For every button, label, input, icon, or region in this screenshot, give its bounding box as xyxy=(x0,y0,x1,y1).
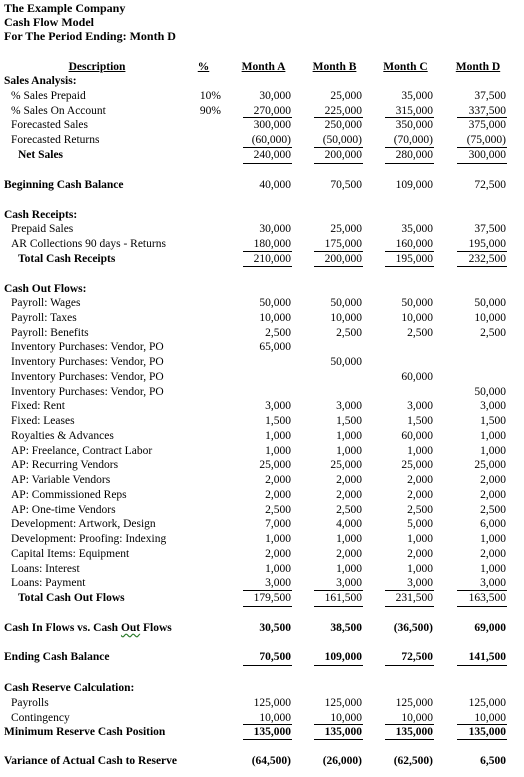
outflow-row-value: 25,000 xyxy=(259,459,291,472)
outflow-row-value: 2,000 xyxy=(407,474,433,486)
ending-balance-row xyxy=(0,650,524,664)
sales-row-value: 30,000 xyxy=(259,90,291,102)
rule-line xyxy=(385,251,434,252)
sales-row-label: Forecasted Returns xyxy=(11,134,100,147)
outflow-row-value: 2,000 xyxy=(480,488,506,501)
rule-line xyxy=(457,590,507,591)
outflow-row-value: 10,000 xyxy=(330,311,362,324)
outflow-row-value: 3,000 xyxy=(265,577,291,590)
outflow-row-value: 1,000 xyxy=(480,429,506,442)
outflow-row-label: Inventory Purchases: Vendor, PO xyxy=(11,385,164,398)
receipt-row-value: 30,000 xyxy=(259,223,291,235)
rule-line xyxy=(243,163,292,164)
rule-line xyxy=(243,147,292,148)
rule-line xyxy=(385,117,434,118)
outflow-row-value: 2,000 xyxy=(407,488,433,501)
reserve-row-value: 10,000 xyxy=(259,711,291,724)
ending-b: 109,000 xyxy=(324,651,362,663)
outflow-row-value: 1,500 xyxy=(265,415,291,427)
outflow-row-label: Payroll: Wages xyxy=(11,297,81,309)
outflow-row-value: 1,000 xyxy=(265,444,291,457)
outflow-row-label: Loans: Payment xyxy=(11,577,86,590)
outflow-row-value: 65,000 xyxy=(259,341,291,354)
receipts-title: Cash Receipts: xyxy=(4,209,78,221)
outflow-row xyxy=(0,473,524,487)
min-reserve-label: Minimum Reserve Cash Position xyxy=(4,726,166,738)
inout-a: 30,500 xyxy=(259,622,291,634)
rule-line xyxy=(243,665,292,666)
reserve-row-value: 10,000 xyxy=(401,711,433,724)
outflow-row-value: 2,500 xyxy=(336,326,362,339)
sales-row-value: (75,000) xyxy=(466,134,506,147)
rule-line xyxy=(243,266,292,267)
outflow-row-label: AP: One-time Vendors xyxy=(11,503,116,516)
rule-line xyxy=(314,251,363,252)
rule-line xyxy=(457,606,507,607)
period-title: For The Period Ending: Month D xyxy=(4,29,176,43)
rule-line xyxy=(314,266,363,267)
rule-line xyxy=(457,739,507,740)
outflow-row-value: 10,000 xyxy=(259,311,291,324)
company-name: The Example Company xyxy=(4,1,126,15)
sales-row xyxy=(0,89,524,103)
outflow-row xyxy=(0,385,524,399)
rule-line xyxy=(314,590,363,591)
section-title-receipts xyxy=(0,208,524,222)
outflow-row-value: 3,000 xyxy=(336,577,362,590)
outflow-row-value: 2,000 xyxy=(336,547,362,560)
total-outflows-label: Total Cash Out Flows xyxy=(18,592,125,604)
outflow-row-value: 1,000 xyxy=(336,533,362,545)
outflow-row-value: 60,000 xyxy=(401,429,433,442)
outflow-row-value: 1,000 xyxy=(265,533,291,545)
outflow-row-value: 1,000 xyxy=(336,562,362,575)
ending-d: 141,500 xyxy=(468,651,506,663)
outflows-title: Cash Out Flows: xyxy=(4,283,87,295)
outflow-row xyxy=(0,517,524,531)
net-sales-c: 280,000 xyxy=(395,149,433,161)
outflow-row-value: 2,500 xyxy=(407,503,433,516)
variance-d: 6,500 xyxy=(480,755,506,767)
outflow-row xyxy=(0,444,524,458)
outflow-row-label: Inventory Purchases: Vendor, PO xyxy=(11,370,164,383)
rule-line xyxy=(243,117,292,118)
col-pct: % xyxy=(197,61,210,73)
rule-line xyxy=(385,665,434,666)
model-title: Cash Flow Model xyxy=(4,15,94,29)
outflow-row-label: Fixed: Rent xyxy=(11,400,65,413)
inout-label-post: Flows xyxy=(140,622,172,634)
sales-row-value: 225,000 xyxy=(324,104,362,117)
outflow-row-label: Development: Artwork, Design xyxy=(11,518,156,531)
net-sales-label: Net Sales xyxy=(18,149,64,161)
variance-a: (64,500) xyxy=(251,755,291,767)
sales-row-value: 25,000 xyxy=(330,90,362,102)
receipt-row-value: 180,000 xyxy=(253,238,291,250)
inout-label-pre: Cash In Flows vs. Cash xyxy=(4,622,121,634)
ending-c: 72,500 xyxy=(401,651,433,663)
sales-title: Sales Analysis: xyxy=(4,75,77,87)
outflow-row xyxy=(0,532,524,546)
outflow-row-value: 10,000 xyxy=(401,311,433,324)
sales-row-value: 300,000 xyxy=(253,119,291,132)
reserve-row-value: 125,000 xyxy=(253,697,291,709)
outflow-row-value: 3,000 xyxy=(480,400,506,413)
sales-row-value: (70,000) xyxy=(393,134,433,147)
reserve-row xyxy=(0,711,524,725)
rule-line xyxy=(314,665,363,666)
outflow-row-value: 2,000 xyxy=(480,474,506,486)
outflow-row-value: 60,000 xyxy=(401,370,433,383)
outflow-row-value: 50,000 xyxy=(401,297,433,309)
outflow-row xyxy=(0,562,524,576)
outflow-row-value: 3,000 xyxy=(265,400,291,413)
beginning-b: 70,500 xyxy=(330,179,362,191)
rule-line xyxy=(314,117,363,118)
outflow-row-value: 2,500 xyxy=(480,326,506,339)
beginning-a: 40,000 xyxy=(259,179,291,191)
outflow-row-value: 2,500 xyxy=(407,326,433,339)
outflow-row-label: Royalties & Advances xyxy=(11,429,114,442)
rule-line xyxy=(314,147,363,148)
inout-b: 38,500 xyxy=(330,622,362,634)
outflow-row-value: 25,000 xyxy=(401,459,433,472)
outflow-row xyxy=(0,576,524,590)
rule-line xyxy=(457,117,507,118)
outflow-row-label: Payroll: Benefits xyxy=(11,326,89,339)
sales-row xyxy=(0,118,524,132)
reserve-row-label: Contingency xyxy=(11,711,70,724)
rule-line xyxy=(314,724,363,725)
outflow-row-label: Fixed: Leases xyxy=(11,415,75,427)
variance-row xyxy=(0,754,524,768)
net-sales-a: 240,000 xyxy=(253,149,291,161)
total-receipts-label: Total Cash Receipts xyxy=(18,253,116,265)
rule-line xyxy=(457,724,507,725)
rule-line xyxy=(385,590,434,591)
receipt-row-value: 37,500 xyxy=(474,223,506,235)
section-title-reserve xyxy=(0,681,524,695)
outflow-row xyxy=(0,414,524,428)
rule-line xyxy=(243,724,292,725)
outflow-row-value: 50,000 xyxy=(259,297,291,309)
outflow-row-value: 5,000 xyxy=(407,518,433,531)
reserve-row-value: 10,000 xyxy=(474,711,506,724)
outflow-row-label: AP: Commissioned Reps xyxy=(11,488,127,501)
outflow-row-value: 2,500 xyxy=(480,503,506,516)
outflow-row xyxy=(0,296,524,310)
outflow-row-value: 1,000 xyxy=(407,444,433,457)
total-outflows-c: 231,500 xyxy=(395,592,433,604)
total-outflows-b: 161,500 xyxy=(324,592,362,604)
rule-line xyxy=(457,251,507,252)
outflow-row xyxy=(0,458,524,472)
rule-line xyxy=(385,606,434,607)
outflow-row xyxy=(0,370,524,384)
outflow-row-value: 4,000 xyxy=(336,518,362,531)
rule-line xyxy=(457,147,507,148)
outflow-row-value: 1,500 xyxy=(407,415,433,427)
outflow-row-label: AP: Freelance, Contract Labor xyxy=(11,444,153,457)
outflow-row xyxy=(0,488,524,502)
outflow-row-label: AP: Variable Vendors xyxy=(11,474,111,486)
variance-label: Variance of Actual Cash to Reserve xyxy=(4,755,178,767)
outflow-row-value: 25,000 xyxy=(330,459,362,472)
total-outflows-row xyxy=(0,591,524,605)
total-receipts-d: 232,500 xyxy=(468,253,506,265)
receipt-row-value: 160,000 xyxy=(395,238,433,250)
sales-row-value: 337,500 xyxy=(468,104,506,117)
outflow-row-value: 1,000 xyxy=(265,429,291,442)
sales-row-pct: 10% xyxy=(199,90,221,102)
outflow-row-label: Loans: Interest xyxy=(11,562,80,575)
ending-label: Ending Cash Balance xyxy=(4,651,110,663)
outflow-row-value: 25,000 xyxy=(474,459,506,472)
rule-line xyxy=(243,739,292,740)
outflow-row xyxy=(0,340,524,354)
rule-line xyxy=(314,739,363,740)
outflow-row-value: 2,000 xyxy=(336,474,362,486)
beginning-d: 72,500 xyxy=(474,179,506,191)
outflow-row-value: 3,000 xyxy=(480,577,506,590)
sales-row-value: 270,000 xyxy=(253,104,291,117)
sales-row-value: 37,500 xyxy=(474,90,506,102)
sales-row xyxy=(0,133,524,147)
outflow-row-value: 3,000 xyxy=(407,400,433,413)
inout-label-out: Out xyxy=(120,622,141,634)
total-receipts-row xyxy=(0,252,524,266)
outflow-row-value: 50,000 xyxy=(330,356,362,368)
beginning-balance-row xyxy=(0,178,524,192)
outflow-row-value: 1,000 xyxy=(336,444,362,457)
outflow-row-value: 1,000 xyxy=(336,429,362,442)
rule-line xyxy=(385,163,434,164)
outflow-row xyxy=(0,355,524,369)
outflow-row-label: AP: Recurring Vendors xyxy=(11,459,119,472)
sales-row-pct: 90% xyxy=(199,104,221,117)
receipt-row-value: 195,000 xyxy=(468,238,506,250)
outflow-row-value: 3,000 xyxy=(407,577,433,590)
net-sales-d: 300,000 xyxy=(468,149,506,161)
ending-a: 70,500 xyxy=(259,651,291,663)
outflow-row-label: Payroll: Taxes xyxy=(11,311,77,324)
inout-c: (36,500) xyxy=(393,622,433,634)
col-month-a: Month A xyxy=(241,61,286,73)
rule-line xyxy=(385,266,434,267)
min-reserve-c: 135,000 xyxy=(395,726,433,738)
outflow-row-value: 1,000 xyxy=(407,562,433,575)
min-reserve-a: 135,000 xyxy=(253,726,291,738)
inout-label xyxy=(4,621,172,635)
outflow-row xyxy=(0,429,524,443)
sales-row-value: (50,000) xyxy=(322,134,362,147)
rule-line xyxy=(243,590,292,591)
col-month-b: Month B xyxy=(312,61,357,73)
outflow-row-value: 1,500 xyxy=(480,415,506,427)
outflow-row-value: 2,000 xyxy=(480,547,506,560)
rule-line xyxy=(243,251,292,252)
receipt-row-label: Prepaid Sales xyxy=(11,223,74,235)
sales-row-label: % Sales On Account xyxy=(11,104,106,117)
outflow-row-value: 1,500 xyxy=(336,415,362,427)
receipt-row-value: 25,000 xyxy=(330,223,362,235)
section-title-sales xyxy=(0,74,524,88)
outflow-row-value: 50,000 xyxy=(474,385,506,398)
variance-c: (62,500) xyxy=(393,755,433,767)
sales-row-value: 315,000 xyxy=(395,104,433,117)
outflow-row-value: 2,000 xyxy=(336,488,362,501)
sales-row-value: 250,000 xyxy=(324,119,362,132)
rule-line xyxy=(385,147,434,148)
reserve-row-value: 125,000 xyxy=(395,697,433,709)
reserve-title: Cash Reserve Calculation: xyxy=(4,682,135,694)
outflow-row-value: 2,000 xyxy=(265,474,291,486)
outflow-row-value: 7,000 xyxy=(265,518,291,531)
receipt-row-label: AR Collections 90 days - Returns xyxy=(11,238,166,250)
col-description: Description xyxy=(68,61,126,73)
receipt-row xyxy=(0,237,524,251)
sales-row xyxy=(0,104,524,118)
total-outflows-a: 179,500 xyxy=(253,592,291,604)
outflow-row-value: 1,000 xyxy=(480,444,506,457)
rule-line xyxy=(457,665,507,666)
outflow-row-label: Development: Proofing: Indexing xyxy=(11,533,167,545)
rule-line xyxy=(314,163,363,164)
reserve-row-value: 125,000 xyxy=(468,697,506,709)
beginning-c: 109,000 xyxy=(395,179,433,191)
reserve-row-value: 10,000 xyxy=(330,711,362,724)
sales-row-value: 35,000 xyxy=(401,90,433,102)
outflow-row-value: 2,000 xyxy=(265,488,291,501)
outflow-row-value: 10,000 xyxy=(474,311,506,324)
receipt-row xyxy=(0,222,524,236)
variance-b: (26,000) xyxy=(322,755,362,767)
net-sales-b: 200,000 xyxy=(324,149,362,161)
outflow-row-value: 6,000 xyxy=(480,518,506,531)
total-outflows-d: 163,500 xyxy=(468,592,506,604)
inout-d: 69,000 xyxy=(474,622,506,634)
min-reserve-d: 135,000 xyxy=(468,726,506,738)
total-receipts-c: 195,000 xyxy=(395,253,433,265)
outflow-row xyxy=(0,326,524,340)
total-receipts-a: 210,000 xyxy=(253,253,291,265)
outflow-row-value: 1,000 xyxy=(407,533,433,545)
outflow-row-value: 50,000 xyxy=(330,297,362,309)
beginning-label: Beginning Cash Balance xyxy=(4,179,124,191)
outflow-row-value: 1,000 xyxy=(265,562,291,575)
rule-line xyxy=(243,606,292,607)
min-reserve-b: 135,000 xyxy=(324,726,362,738)
rule-line xyxy=(314,606,363,607)
outflow-row-value: 2,500 xyxy=(265,326,291,339)
column-header-row xyxy=(0,60,524,74)
rule-line xyxy=(385,739,434,740)
rule-line xyxy=(457,163,507,164)
outflow-row xyxy=(0,503,524,517)
sales-row-label: Forecasted Sales xyxy=(11,119,88,132)
outflow-row-label: Inventory Purchases: Vendor, PO xyxy=(11,356,164,368)
outflow-row-value: 1,000 xyxy=(480,562,506,575)
reserve-row-label: Payrolls xyxy=(11,697,49,709)
outflow-row-value: 50,000 xyxy=(474,297,506,309)
outflow-row xyxy=(0,311,524,325)
inout-row xyxy=(0,621,524,635)
rule-line xyxy=(385,724,434,725)
outflow-row-value: 3,000 xyxy=(336,400,362,413)
outflow-row-label: Inventory Purchases: Vendor, PO xyxy=(11,341,164,354)
outflow-row-label: Capital Items: Equipment xyxy=(11,547,130,560)
outflow-row-value: 2,500 xyxy=(265,503,291,516)
outflow-row-value: 2,500 xyxy=(336,503,362,516)
outflow-row-value: 2,000 xyxy=(265,547,291,560)
reserve-row-value: 125,000 xyxy=(324,697,362,709)
sales-row-value: 350,000 xyxy=(395,119,433,132)
receipt-row-value: 175,000 xyxy=(324,238,362,250)
total-receipts-b: 200,000 xyxy=(324,253,362,265)
receipt-row-value: 35,000 xyxy=(401,223,433,235)
outflow-row xyxy=(0,399,524,413)
sales-row-label: % Sales Prepaid xyxy=(11,90,86,102)
rule-line xyxy=(457,266,507,267)
net-sales-row xyxy=(0,148,524,162)
reserve-row xyxy=(0,696,524,710)
col-month-c: Month C xyxy=(383,61,428,73)
sales-row-value: (60,000) xyxy=(251,134,291,147)
section-title-outflows xyxy=(0,282,524,296)
outflow-row-value: 1,000 xyxy=(480,533,506,545)
sales-row-value: 375,000 xyxy=(468,119,506,132)
outflow-row-value: 2,000 xyxy=(407,547,433,560)
outflow-row xyxy=(0,547,524,561)
min-reserve-row xyxy=(0,725,524,739)
col-month-d: Month D xyxy=(455,61,501,73)
